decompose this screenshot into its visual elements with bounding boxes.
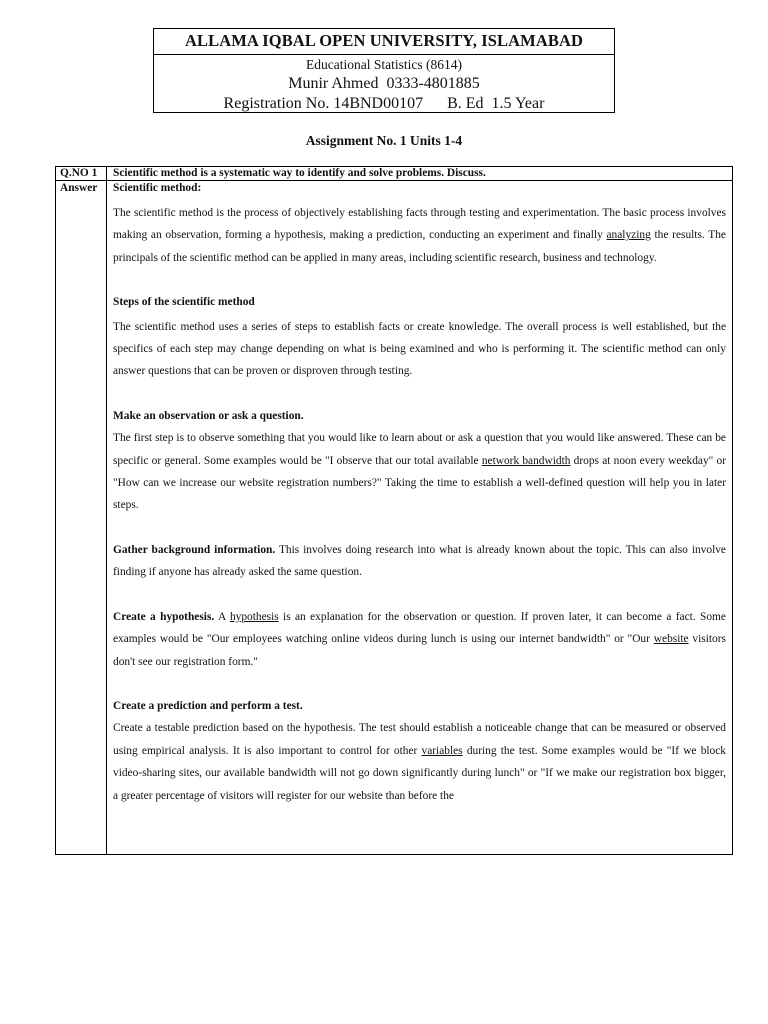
answer-row: [56, 181, 733, 855]
university-name: ALLAMA IQBAL OPEN UNIVERSITY, ISLAMABAD: [154, 29, 614, 55]
paragraph-prediction: Create a testable prediction based on the hypothesis. The test should establish a noticeable change that can be measured or observed using empirical analysis. It is also important to control for other variables during the test. Some examples would be "If we block video-sharing sites, our available bandwidth will not go down significantly during lunch" or "If we make our registration box bigger, a greater percentage of visitors will register for our website than before the: [113, 722, 726, 802]
assignment-title: Assignment No. 1 Units 1-4: [305, 133, 463, 148]
paragraph-background: Gather background information. This involves doing research into what is already known about the topic. This can also involve finding if anyone has already asked the same question.: [113, 543, 726, 579]
paragraph-steps: The scientific method uses a series of steps to establish facts or create knowledge. The overall process is well established, but the specifics of each step may change depending on what is being examined and who is performing it. The scientific method can only answer questions that can be proven or disproven through testing.: [113, 320, 726, 378]
paragraph-hypothesis: Create a hypothesis. A hypothesis is an explanation for the observation or question. If proven later, it can become a fact. Some examples would be "Our employees watching online videos during lunch is using our internet bandwidth" or "Our website visitors don't see our registration form.": [113, 610, 726, 668]
answer-label: Answer: [56, 181, 107, 855]
answer-cell: [107, 181, 733, 855]
steps-heading: Steps of the scientific method: [113, 296, 255, 309]
course-title: Educational Statistics (8614): [306, 57, 462, 72]
paragraph-observation: The first step is to observe something that you would like to learn about or ask a question that you would like answered. These can be specific or general. Some examples would be "I observe that our total available network bandwidth drops at noon every weekday" or "How can we increase our website registration numbers?" Taking the time to establish a well-defined question will help you in later steps.: [113, 432, 727, 512]
question-text: Scientific method is a systematic way to identify and solve problems. Discuss.: [107, 167, 733, 181]
student-name: Munir Ahmed 0333-4801885: [288, 75, 480, 92]
paragraph-intro: The scientific method is the process of objectively establishing facts through testing and experimentation. The basic process involves making an observation, forming a hypothesis, making a prediction, conducting an experiment and finally analyzing the results. The principals of the scientific method can be applied in many areas, including scientific research, business and technology.: [113, 207, 726, 264]
header-box: [153, 28, 615, 113]
qa-table: [55, 166, 733, 855]
step-observation-heading: Make an observation or ask a question.: [113, 409, 304, 422]
registration-info: Registration No. 14BND00107 B. Ed 1.5 Year: [223, 95, 545, 112]
question-row: [56, 167, 733, 181]
question-label: Q.NO 1: [56, 167, 107, 181]
answer-heading: Scientific method:: [113, 182, 202, 194]
step-prediction-heading: Create a prediction and perform a test.: [113, 699, 303, 712]
